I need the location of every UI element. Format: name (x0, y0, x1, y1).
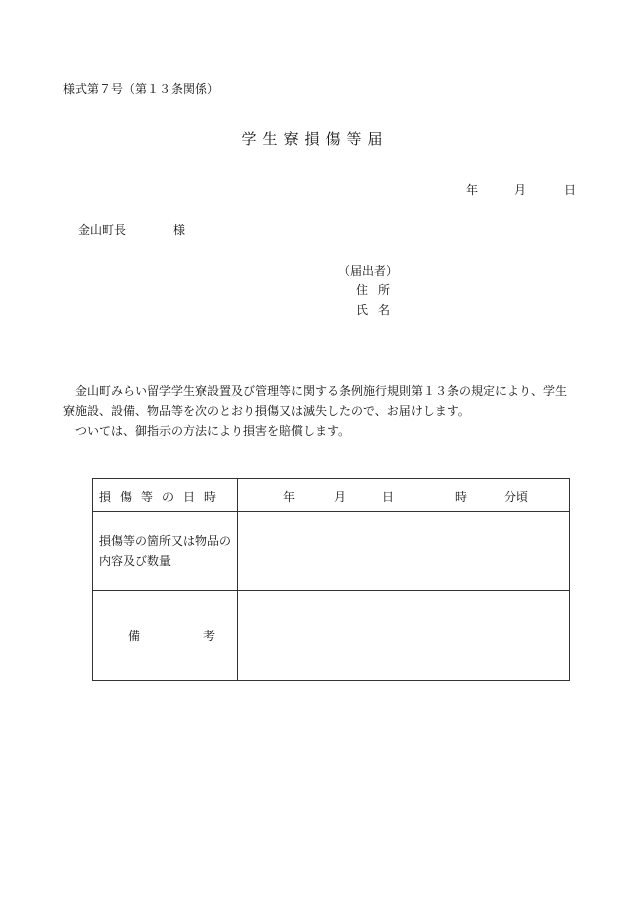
remarks-label-part2: 考 (203, 629, 216, 643)
body-paragraph-1: 金山町みらい留学学生寮設置及び管理等に関する条例施行規則第１３条の規定により、学生寮施設、設備、物品等を次のとおり損傷又は滅失したので、お届けします。 (63, 384, 568, 418)
date-month-label: 月 (514, 183, 527, 197)
datetime-minute-unit: 分頃 (504, 490, 529, 504)
datetime-year-unit: 年 (283, 490, 296, 504)
remarks-label-part1: 備 (128, 629, 141, 643)
date-day-label: 日 (564, 183, 577, 197)
damage-location-field[interactable] (238, 512, 569, 590)
datetime-hour-unit: 時 (455, 490, 468, 504)
address-label: 住所 (356, 283, 401, 297)
date-year-label: 年 (466, 183, 479, 197)
addressee-honorific: 様 (173, 223, 186, 237)
body-text (63, 381, 578, 441)
document-title: 学生寮損傷等届 (241, 130, 389, 148)
addressee-name: 金山町長 (78, 223, 127, 237)
form-number: 様式第７号（第１３条関係） (63, 82, 220, 96)
damage-datetime-label: 損傷等の日時 (99, 490, 226, 504)
datetime-day-unit: 日 (382, 490, 395, 504)
damage-report-table (92, 478, 570, 681)
name-label: 氏名 (356, 303, 401, 317)
damage-location-label: 損傷等の箇所又は物品の内容及び数量 (99, 534, 232, 568)
applicant-label: （届出者） (338, 264, 399, 278)
body-paragraph-2: ついては、御指示の方法により損害を賠償します。 (75, 424, 351, 438)
datetime-month-unit: 月 (334, 490, 347, 504)
remarks-field[interactable] (238, 591, 569, 680)
